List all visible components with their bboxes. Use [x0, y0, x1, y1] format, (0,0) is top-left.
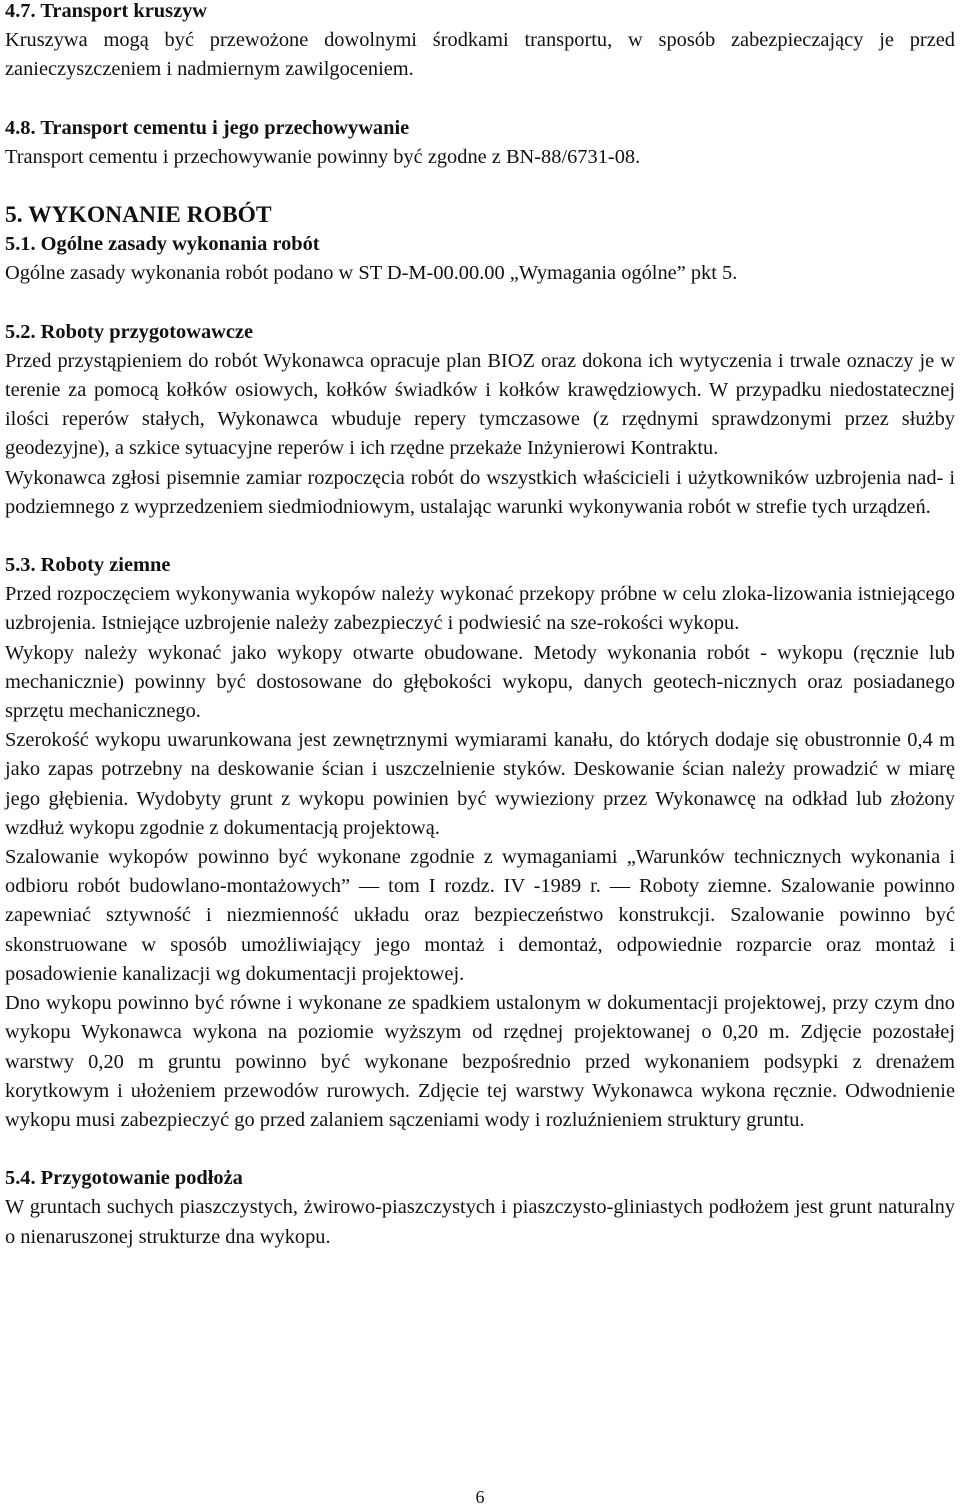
section-5-4	[5, 1164, 955, 1252]
spacer	[5, 522, 955, 551]
section-heading: 5.4. Przygotowanie podłoża	[5, 1167, 243, 1190]
paragraph: Wykonawca zgłosi pisemnie zamiar rozpoczęcia robót do wszystkich właścicieli i użytkowników uzbrojenia nad- i podziemnego z wyprzedzeniem siedmiodniowym, ustalając warunki wykonywania robót w strefie tych urządzeń.	[5, 466, 955, 518]
spacer	[5, 289, 955, 318]
paragraph: Przed przystąpieniem do robót Wykonawca opracuje plan BIOZ oraz dokona ich wytyczenia i trwale oznaczy je w terenie za pomocą kołków osiowych, kołków świadków i kołków krawędziowych. W przypadku niedostatecznej ilości reperów stałych, Wykonawca wbuduje repery tymczasowe (z rzędnymi sprawdzonymi przez służby geodezyjne), a szkice sytuacyjne reperów i ich rzędne przekaże Inżynierowi Kontraktu.	[5, 349, 955, 460]
paragraph: Ogólne zasady wykonania robót podano w ST D-M-00.00.00 „Wymagania ogólne” pkt 5.	[5, 262, 738, 285]
spacer	[5, 172, 955, 201]
paragraph: Dno wykopu powinno być równe i wykonane ze spadkiem ustalonym w dokumentacji projektowej, przy czym dno wykopu Wykonawca wykona na poziomie wyższym od rzędnej projektowanej o 0,20 m. Zdjęcie pozostałej warstwy 0,20 m gruntu powinno być wykonane bezpośrednio przed wykonaniem podsypki z drenażem korytkowym i ułożeniem przewodów rurowych. Zdjęcie tej warstwy Wykonawca wykona ręcznie. Odwodnienie wykopu musi zabezpieczyć go przed zalaniem sączeniami wody i rozluźnieniem struktury gruntu.	[5, 992, 955, 1131]
section-heading: 5.1. Ogólne zasady wykonania robót	[5, 233, 320, 256]
section-5-3	[5, 551, 955, 1135]
paragraph: Wykopy należy wykonać jako wykopy otwarte obudowane. Metody wykonania robót - wykopu (ręcznie lub mechanicznie) powinny być dostosowane do głębokości wykopu, danych geotech-nicznych oraz posiadanego sprzętu mechanicznego.	[5, 641, 955, 723]
spacer	[5, 1135, 955, 1164]
section-5-2	[5, 318, 955, 522]
document-page	[5, 0, 955, 1252]
paragraph: Szerokość wykopu uwarunkowana jest zewnętrznymi wymiarami kanału, do których dodaje się obustronnie 0,4 m jako zapas potrzebny na deskowanie ścian i uszczelnienie styków. Deskowanie ścian należy prowadzić w miarę jego głębienia. Wydobyty grunt z wykopu powinien być wywieziony przez Wykonawcę na odkład lub złożony wzdłuż wykopu zgodnie z dokumentacją projektową.	[5, 729, 955, 839]
section-heading: 4.7. Transport kruszyw	[5, 0, 208, 22]
section-5-1	[5, 230, 955, 288]
section-5	[5, 201, 955, 230]
section-4-8	[5, 114, 955, 172]
paragraph: Kruszywa mogą być przewożone dowolnymi środkami transportu, w sposób zabezpieczający je przed zanieczyszczeniem i nadmiernym zawilgoceniem.	[5, 29, 955, 81]
section-4-7	[5, 0, 955, 85]
chapter-heading: 5. WYKONANIE ROBÓT	[5, 202, 272, 229]
section-heading: 5.3. Roboty ziemne	[5, 554, 171, 577]
paragraph: W gruntach suchych piaszczystych, żwirowo-piaszczystych i piaszczysto-gliniastych podłożem jest grunt naturalny o nienaruszonej strukturze dna wykopu.	[5, 1196, 955, 1248]
paragraph: Szalowanie wykopów powinno być wykonane zgodnie z wymaganiami „Warunków technicznych wykonania i odbioru robót budowlano-montażowych” — tom I rozdz. IV -1989 r. — Roboty ziemne. Szalowanie powinno zapewniać sztywność i niezmienność układu oraz bezpieczeństwo konstrukcji. Szalowanie powinno być skonstruowane w sposób umożliwiający jego montaż i demontaż, odpowiednie rozparcie oraz montaż i posadowienie kanalizacji wg dokumentacji projektowej.	[5, 846, 955, 985]
page-number: 6	[475, 1487, 485, 1507]
paragraph: Przed rozpoczęciem wykonywania wykopów należy wykonać przekopy próbne w celu zloka-lizowania istniejącego uzbrojenia. Istniejące uzbrojenie należy zabezpieczyć i podwiesić na sze-rokości wykopu.	[5, 583, 955, 635]
spacer	[5, 85, 955, 114]
section-heading: 5.2. Roboty przygotowawcze	[5, 320, 254, 343]
section-heading: 4.8. Transport cementu i jego przechowywanie	[5, 116, 410, 139]
paragraph: Transport cementu i przechowywanie powinny być zgodne z BN-88/6731-08.	[5, 145, 641, 168]
